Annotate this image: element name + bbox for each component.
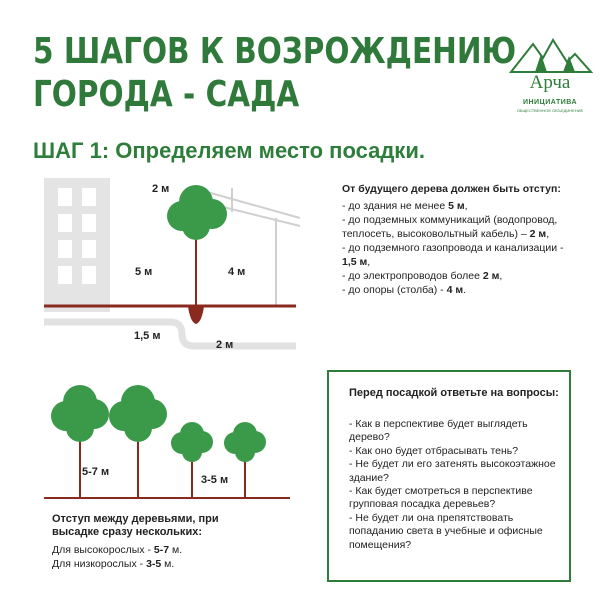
list-item: - Как в перспективе будет выглядеть дерево? bbox=[349, 418, 528, 444]
questions-heading: Перед посадкой ответьте на вопросы: bbox=[349, 387, 559, 399]
step-title: ШАГ 1: Определяем место посадки. bbox=[33, 138, 425, 163]
item-suffix: , bbox=[499, 270, 503, 282]
spacing-short-value: 3-5 bbox=[146, 558, 162, 570]
list-item: - Не будет ли она препятствовать попаданию света в учебные и офисные помещения? bbox=[349, 511, 543, 551]
list-item bbox=[342, 199, 572, 213]
tree-icon bbox=[167, 185, 227, 306]
tree-root-icon bbox=[188, 306, 204, 324]
item-suffix: , bbox=[546, 228, 550, 240]
item-text: - до электропроводов более bbox=[342, 270, 483, 282]
title-line-2: ГОРОДА - САДА bbox=[33, 74, 300, 115]
list-item bbox=[342, 213, 572, 241]
spacing-tall-unit: м. bbox=[169, 544, 183, 556]
list-item: - Как оно будет отбрасывать тень? bbox=[349, 444, 519, 457]
spacing-tall-value: 5-7 bbox=[153, 544, 170, 556]
distance-heading: От будущего дерева должен быть отступ: bbox=[342, 183, 561, 195]
item-text: - до опоры (столба) - bbox=[342, 284, 447, 296]
logo-name: Арча bbox=[529, 72, 571, 93]
list-item: - Не будет ли его затенять высокоэтажное здание? bbox=[349, 458, 556, 484]
spacing-short-text: Для низкорослых - bbox=[52, 558, 147, 570]
distance-requirements bbox=[342, 182, 572, 297]
item-value: 1,5 м bbox=[342, 256, 368, 268]
building-icon bbox=[44, 178, 110, 312]
item-suffix: . bbox=[463, 284, 467, 296]
label-short-spacing: 3-5 м bbox=[201, 474, 229, 486]
tree-spacing-note bbox=[52, 513, 302, 571]
questions-box bbox=[327, 370, 571, 582]
spacing-tall bbox=[52, 543, 302, 557]
item-suffix: , bbox=[367, 256, 371, 268]
label-bottom-distance: 2 м bbox=[216, 339, 234, 351]
list-item bbox=[342, 241, 572, 269]
item-text: - до здания не менее bbox=[342, 200, 449, 212]
item-suffix: , bbox=[464, 200, 468, 212]
underground-pipe bbox=[44, 322, 296, 346]
logo-tagline: ОБЩЕСТВЕННОЕ ОБЪЕДИНЕНИЕ bbox=[516, 108, 584, 113]
spacing-short bbox=[52, 557, 302, 571]
title-line-1: 5 ШАГОВ К ВОЗРОЖДЕНИЮ bbox=[33, 31, 517, 72]
label-pole-distance: 4 м bbox=[228, 266, 246, 278]
label-pipe-distance: 1,5 м bbox=[134, 330, 161, 342]
label-tall-spacing: 5-7 м bbox=[82, 466, 110, 478]
distance-list bbox=[342, 199, 572, 297]
logo-subtitle: ИНИЦИАТИВА bbox=[522, 99, 578, 106]
short-tree-icon bbox=[171, 422, 213, 498]
item-text: - до подземного газопровода и канализации - bbox=[342, 242, 564, 254]
list-item bbox=[342, 283, 572, 297]
item-text: - до подземных коммуникаций (водопровод, теплосеть, высоковольтный кабель) – bbox=[342, 214, 558, 240]
spacing-heading: Отступ между деревьями, при высадке сразу нескольких: bbox=[52, 513, 219, 538]
label-building-distance: 5 м bbox=[135, 266, 153, 278]
spacing-short-unit: м. bbox=[161, 558, 175, 570]
list-item bbox=[342, 269, 572, 283]
item-value: 5 м bbox=[448, 200, 465, 212]
tall-tree-icon bbox=[51, 385, 109, 498]
list-item: - Как будет смотреться в перспективе групповая посадка деревьев? bbox=[349, 485, 533, 511]
short-tree-icon bbox=[224, 422, 266, 498]
questions-list bbox=[349, 418, 565, 552]
spacing-tall-text: Для высокорослых - bbox=[52, 544, 154, 556]
tall-tree-icon bbox=[109, 385, 167, 498]
item-value: 2 м bbox=[529, 228, 547, 240]
item-value: 4 м bbox=[446, 284, 464, 296]
label-top-distance: 2 м bbox=[152, 183, 170, 195]
item-value: 2 м bbox=[482, 270, 500, 282]
